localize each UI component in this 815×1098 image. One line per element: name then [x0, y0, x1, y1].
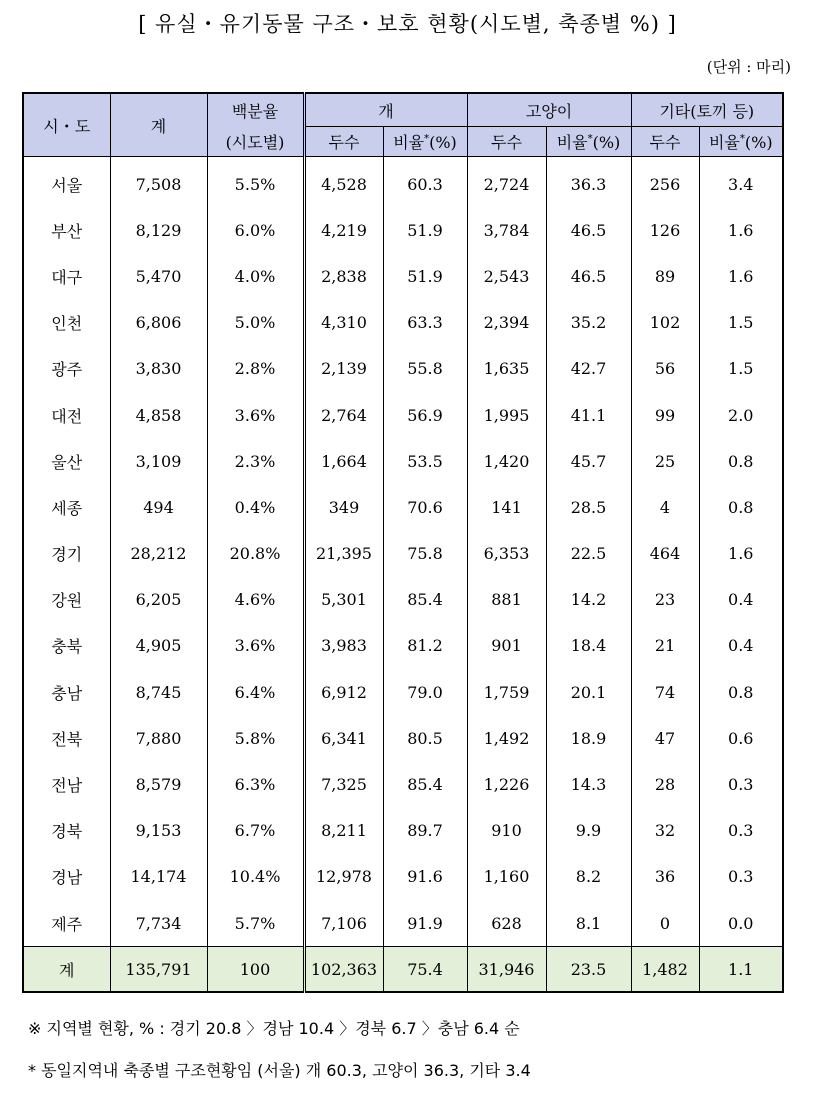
- cell-other-ratio: 0.3: [699, 854, 783, 900]
- cell-total: 28,212: [110, 531, 207, 577]
- cell-pct: 6.3%: [207, 761, 304, 807]
- cell-cat-ratio: 14.3: [546, 761, 631, 807]
- cell-total: 7,734: [110, 900, 207, 947]
- cell-region: 충북: [23, 623, 110, 669]
- cell-other-ratio: 0.4: [699, 623, 783, 669]
- cell-cat-ratio: 9.9: [546, 808, 631, 854]
- cell-region: 전북: [23, 715, 110, 761]
- cell-other-ratio: 1.5: [699, 300, 783, 346]
- header-dog-ratio: 비율*(%): [383, 127, 467, 157]
- cell-dog-ratio: 91.9: [383, 900, 467, 947]
- unit-label: (단위 : 마리): [706, 58, 791, 76]
- cell-dog-ratio: 89.7: [383, 808, 467, 854]
- cell-dog-ratio: 51.9: [383, 253, 467, 299]
- cell-dog-count: 6,341: [304, 715, 383, 761]
- table-row: [23, 577, 783, 623]
- total-label: 계: [23, 947, 110, 993]
- cell-dog-count: 4,310: [304, 300, 383, 346]
- header-pct-top: 백분율: [207, 93, 304, 127]
- header-cat: 고양이: [467, 93, 631, 127]
- cell-region: 서울: [23, 157, 110, 208]
- cell-region: 울산: [23, 438, 110, 484]
- cell-other-count: 23: [631, 577, 699, 623]
- cell-total: 6,205: [110, 577, 207, 623]
- cell-pct: 5.5%: [207, 157, 304, 208]
- cell-dog-count: 21,395: [304, 531, 383, 577]
- cell-dog-ratio: 70.6: [383, 484, 467, 530]
- cell-cat-ratio: 42.7: [546, 346, 631, 392]
- cell-pct: 3.6%: [207, 623, 304, 669]
- cell-other-count: 0: [631, 900, 699, 947]
- cell-cat-count: 1,995: [467, 392, 546, 438]
- cell-total: 8,129: [110, 207, 207, 253]
- cell-cat-count: 1,160: [467, 854, 546, 900]
- cell-other-ratio: 0.6: [699, 715, 783, 761]
- table-row: [23, 346, 783, 392]
- cell-region: 전남: [23, 761, 110, 807]
- total-cat-count: 31,946: [467, 947, 546, 993]
- cell-pct: 3.6%: [207, 392, 304, 438]
- cell-region: 대구: [23, 253, 110, 299]
- header-region: 시・도: [23, 93, 110, 157]
- cell-pct: 6.0%: [207, 207, 304, 253]
- header-dog-count: 두수: [304, 127, 383, 157]
- cell-pct: 6.7%: [207, 808, 304, 854]
- cell-dog-ratio: 85.4: [383, 761, 467, 807]
- cell-other-ratio: 1.6: [699, 531, 783, 577]
- cell-dog-ratio: 79.0: [383, 669, 467, 715]
- total-pct: 100: [207, 947, 304, 993]
- footnote-ranking: ※ 지역별 현황, % : 경기 20.8 〉경남 10.4 〉경북 6.7 〉충남 6.4 순: [28, 1019, 520, 1038]
- cell-dog-ratio: 80.5: [383, 715, 467, 761]
- cell-other-ratio: 0.3: [699, 761, 783, 807]
- cell-other-count: 74: [631, 669, 699, 715]
- cell-region: 경기: [23, 531, 110, 577]
- cell-cat-ratio: 8.2: [546, 854, 631, 900]
- cell-dog-count: 2,764: [304, 392, 383, 438]
- cell-cat-count: 6,353: [467, 531, 546, 577]
- cell-region: 대전: [23, 392, 110, 438]
- cell-region: 경북: [23, 808, 110, 854]
- cell-cat-ratio: 18.9: [546, 715, 631, 761]
- cell-pct: 0.4%: [207, 484, 304, 530]
- cell-dog-ratio: 75.8: [383, 531, 467, 577]
- table-row: [23, 484, 783, 530]
- cell-total: 7,880: [110, 715, 207, 761]
- cell-dog-count: 7,325: [304, 761, 383, 807]
- cell-other-count: 47: [631, 715, 699, 761]
- cell-cat-ratio: 14.2: [546, 577, 631, 623]
- footnote-definition: * 동일지역내 축종별 구조현황임 (서울) 개 60.3, 고양이 36.3, 기타 3.4: [28, 1061, 531, 1080]
- cell-total: 8,579: [110, 761, 207, 807]
- table-row: [23, 300, 783, 346]
- cell-cat-count: 1,226: [467, 761, 546, 807]
- cell-pct: 10.4%: [207, 854, 304, 900]
- cell-cat-count: 1,759: [467, 669, 546, 715]
- cell-total: 3,109: [110, 438, 207, 484]
- cell-other-ratio: 0.4: [699, 577, 783, 623]
- cell-dog-count: 12,978: [304, 854, 383, 900]
- table-row: [23, 715, 783, 761]
- table-row: [23, 623, 783, 669]
- cell-dog-ratio: 53.5: [383, 438, 467, 484]
- cell-cat-count: 901: [467, 623, 546, 669]
- table-row: [23, 392, 783, 438]
- cell-other-ratio: 3.4: [699, 157, 783, 208]
- cell-total: 5,470: [110, 253, 207, 299]
- cell-total: 14,174: [110, 854, 207, 900]
- table-row: [23, 253, 783, 299]
- total-count: 135,791: [110, 947, 207, 993]
- cell-cat-count: 1,635: [467, 346, 546, 392]
- header-cat-count: 두수: [467, 127, 546, 157]
- cell-dog-ratio: 55.8: [383, 346, 467, 392]
- cell-cat-count: 910: [467, 808, 546, 854]
- total-dog-count: 102,363: [304, 947, 383, 993]
- header-pct-bottom: (시도별): [207, 127, 304, 157]
- page-title: [ 유실・유기동물 구조・보호 현황(시도별, 축종별 %) ]: [138, 12, 677, 36]
- cell-region: 인천: [23, 300, 110, 346]
- cell-cat-ratio: 45.7: [546, 438, 631, 484]
- cell-other-ratio: 1.5: [699, 346, 783, 392]
- table-row: [23, 761, 783, 807]
- cell-cat-ratio: 41.1: [546, 392, 631, 438]
- cell-other-ratio: 2.0: [699, 392, 783, 438]
- cell-cat-count: 2,394: [467, 300, 546, 346]
- cell-cat-count: 1,492: [467, 715, 546, 761]
- table-row: [23, 900, 783, 947]
- cell-dog-ratio: 56.9: [383, 392, 467, 438]
- cell-other-count: 464: [631, 531, 699, 577]
- cell-dog-count: 2,838: [304, 253, 383, 299]
- total-other-ratio: 1.1: [699, 947, 783, 993]
- cell-other-count: 126: [631, 207, 699, 253]
- cell-other-count: 36: [631, 854, 699, 900]
- cell-region: 세종: [23, 484, 110, 530]
- cell-other-count: 28: [631, 761, 699, 807]
- cell-dog-ratio: 81.2: [383, 623, 467, 669]
- cell-cat-ratio: 46.5: [546, 253, 631, 299]
- header-other: 기타(토끼 등): [631, 93, 783, 127]
- cell-dog-count: 2,139: [304, 346, 383, 392]
- cell-cat-count: 141: [467, 484, 546, 530]
- cell-other-ratio: 0.8: [699, 484, 783, 530]
- cell-cat-ratio: 18.4: [546, 623, 631, 669]
- cell-region: 충남: [23, 669, 110, 715]
- cell-dog-count: 7,106: [304, 900, 383, 947]
- cell-total: 4,905: [110, 623, 207, 669]
- cell-cat-ratio: 36.3: [546, 157, 631, 208]
- table-body: [23, 157, 783, 947]
- cell-other-count: 21: [631, 623, 699, 669]
- cell-cat-ratio: 28.5: [546, 484, 631, 530]
- cell-cat-count: 881: [467, 577, 546, 623]
- table-row: [23, 854, 783, 900]
- table-row: [23, 438, 783, 484]
- table-row: [23, 808, 783, 854]
- cell-other-count: 56: [631, 346, 699, 392]
- cell-dog-ratio: 85.4: [383, 577, 467, 623]
- header-other-ratio: 비율*(%): [699, 127, 783, 157]
- cell-pct: 5.8%: [207, 715, 304, 761]
- cell-cat-ratio: 20.1: [546, 669, 631, 715]
- cell-pct: 20.8%: [207, 531, 304, 577]
- cell-pct: 5.7%: [207, 900, 304, 947]
- cell-other-ratio: 1.6: [699, 207, 783, 253]
- cell-region: 광주: [23, 346, 110, 392]
- cell-region: 부산: [23, 207, 110, 253]
- cell-total: 6,806: [110, 300, 207, 346]
- cell-total: 3,830: [110, 346, 207, 392]
- table-row: [23, 157, 783, 208]
- cell-cat-count: 1,420: [467, 438, 546, 484]
- cell-cat-count: 2,724: [467, 157, 546, 208]
- cell-pct: 4.6%: [207, 577, 304, 623]
- table-row: [23, 669, 783, 715]
- table-row: [23, 207, 783, 253]
- cell-cat-ratio: 46.5: [546, 207, 631, 253]
- cell-other-ratio: 0.3: [699, 808, 783, 854]
- cell-cat-count: 2,543: [467, 253, 546, 299]
- header-dog: 개: [304, 93, 467, 127]
- cell-dog-count: 6,912: [304, 669, 383, 715]
- cell-dog-count: 1,664: [304, 438, 383, 484]
- cell-pct: 2.3%: [207, 438, 304, 484]
- cell-dog-count: 349: [304, 484, 383, 530]
- cell-dog-count: 8,211: [304, 808, 383, 854]
- cell-other-ratio: 0.0: [699, 900, 783, 947]
- cell-dog-count: 5,301: [304, 577, 383, 623]
- cell-other-count: 256: [631, 157, 699, 208]
- header-cat-ratio: 비율*(%): [546, 127, 631, 157]
- cell-total: 8,745: [110, 669, 207, 715]
- cell-other-count: 25: [631, 438, 699, 484]
- total-row: [23, 947, 783, 993]
- cell-dog-ratio: 91.6: [383, 854, 467, 900]
- cell-dog-count: 4,219: [304, 207, 383, 253]
- cell-dog-ratio: 60.3: [383, 157, 467, 208]
- cell-pct: 2.8%: [207, 346, 304, 392]
- cell-total: 494: [110, 484, 207, 530]
- cell-other-count: 102: [631, 300, 699, 346]
- cell-cat-count: 3,784: [467, 207, 546, 253]
- cell-region: 제주: [23, 900, 110, 947]
- stats-table: [22, 92, 784, 993]
- cell-dog-ratio: 51.9: [383, 207, 467, 253]
- header-total: 계: [110, 93, 207, 157]
- cell-other-ratio: 0.8: [699, 669, 783, 715]
- cell-other-count: 4: [631, 484, 699, 530]
- cell-other-ratio: 0.8: [699, 438, 783, 484]
- cell-dog-count: 4,528: [304, 157, 383, 208]
- cell-pct: 4.0%: [207, 253, 304, 299]
- cell-total: 7,508: [110, 157, 207, 208]
- cell-cat-count: 628: [467, 900, 546, 947]
- cell-other-count: 89: [631, 253, 699, 299]
- cell-dog-ratio: 63.3: [383, 300, 467, 346]
- cell-other-count: 99: [631, 392, 699, 438]
- cell-cat-ratio: 35.2: [546, 300, 631, 346]
- cell-dog-count: 3,983: [304, 623, 383, 669]
- cell-cat-ratio: 22.5: [546, 531, 631, 577]
- total-dog-ratio: 75.4: [383, 947, 467, 993]
- cell-other-count: 32: [631, 808, 699, 854]
- header-other-count: 두수: [631, 127, 699, 157]
- cell-region: 강원: [23, 577, 110, 623]
- cell-total: 9,153: [110, 808, 207, 854]
- cell-pct: 5.0%: [207, 300, 304, 346]
- total-other-count: 1,482: [631, 947, 699, 993]
- cell-cat-ratio: 8.1: [546, 900, 631, 947]
- table-row: [23, 531, 783, 577]
- cell-region: 경남: [23, 854, 110, 900]
- cell-pct: 6.4%: [207, 669, 304, 715]
- total-cat-ratio: 23.5: [546, 947, 631, 993]
- cell-total: 4,858: [110, 392, 207, 438]
- cell-other-ratio: 1.6: [699, 253, 783, 299]
